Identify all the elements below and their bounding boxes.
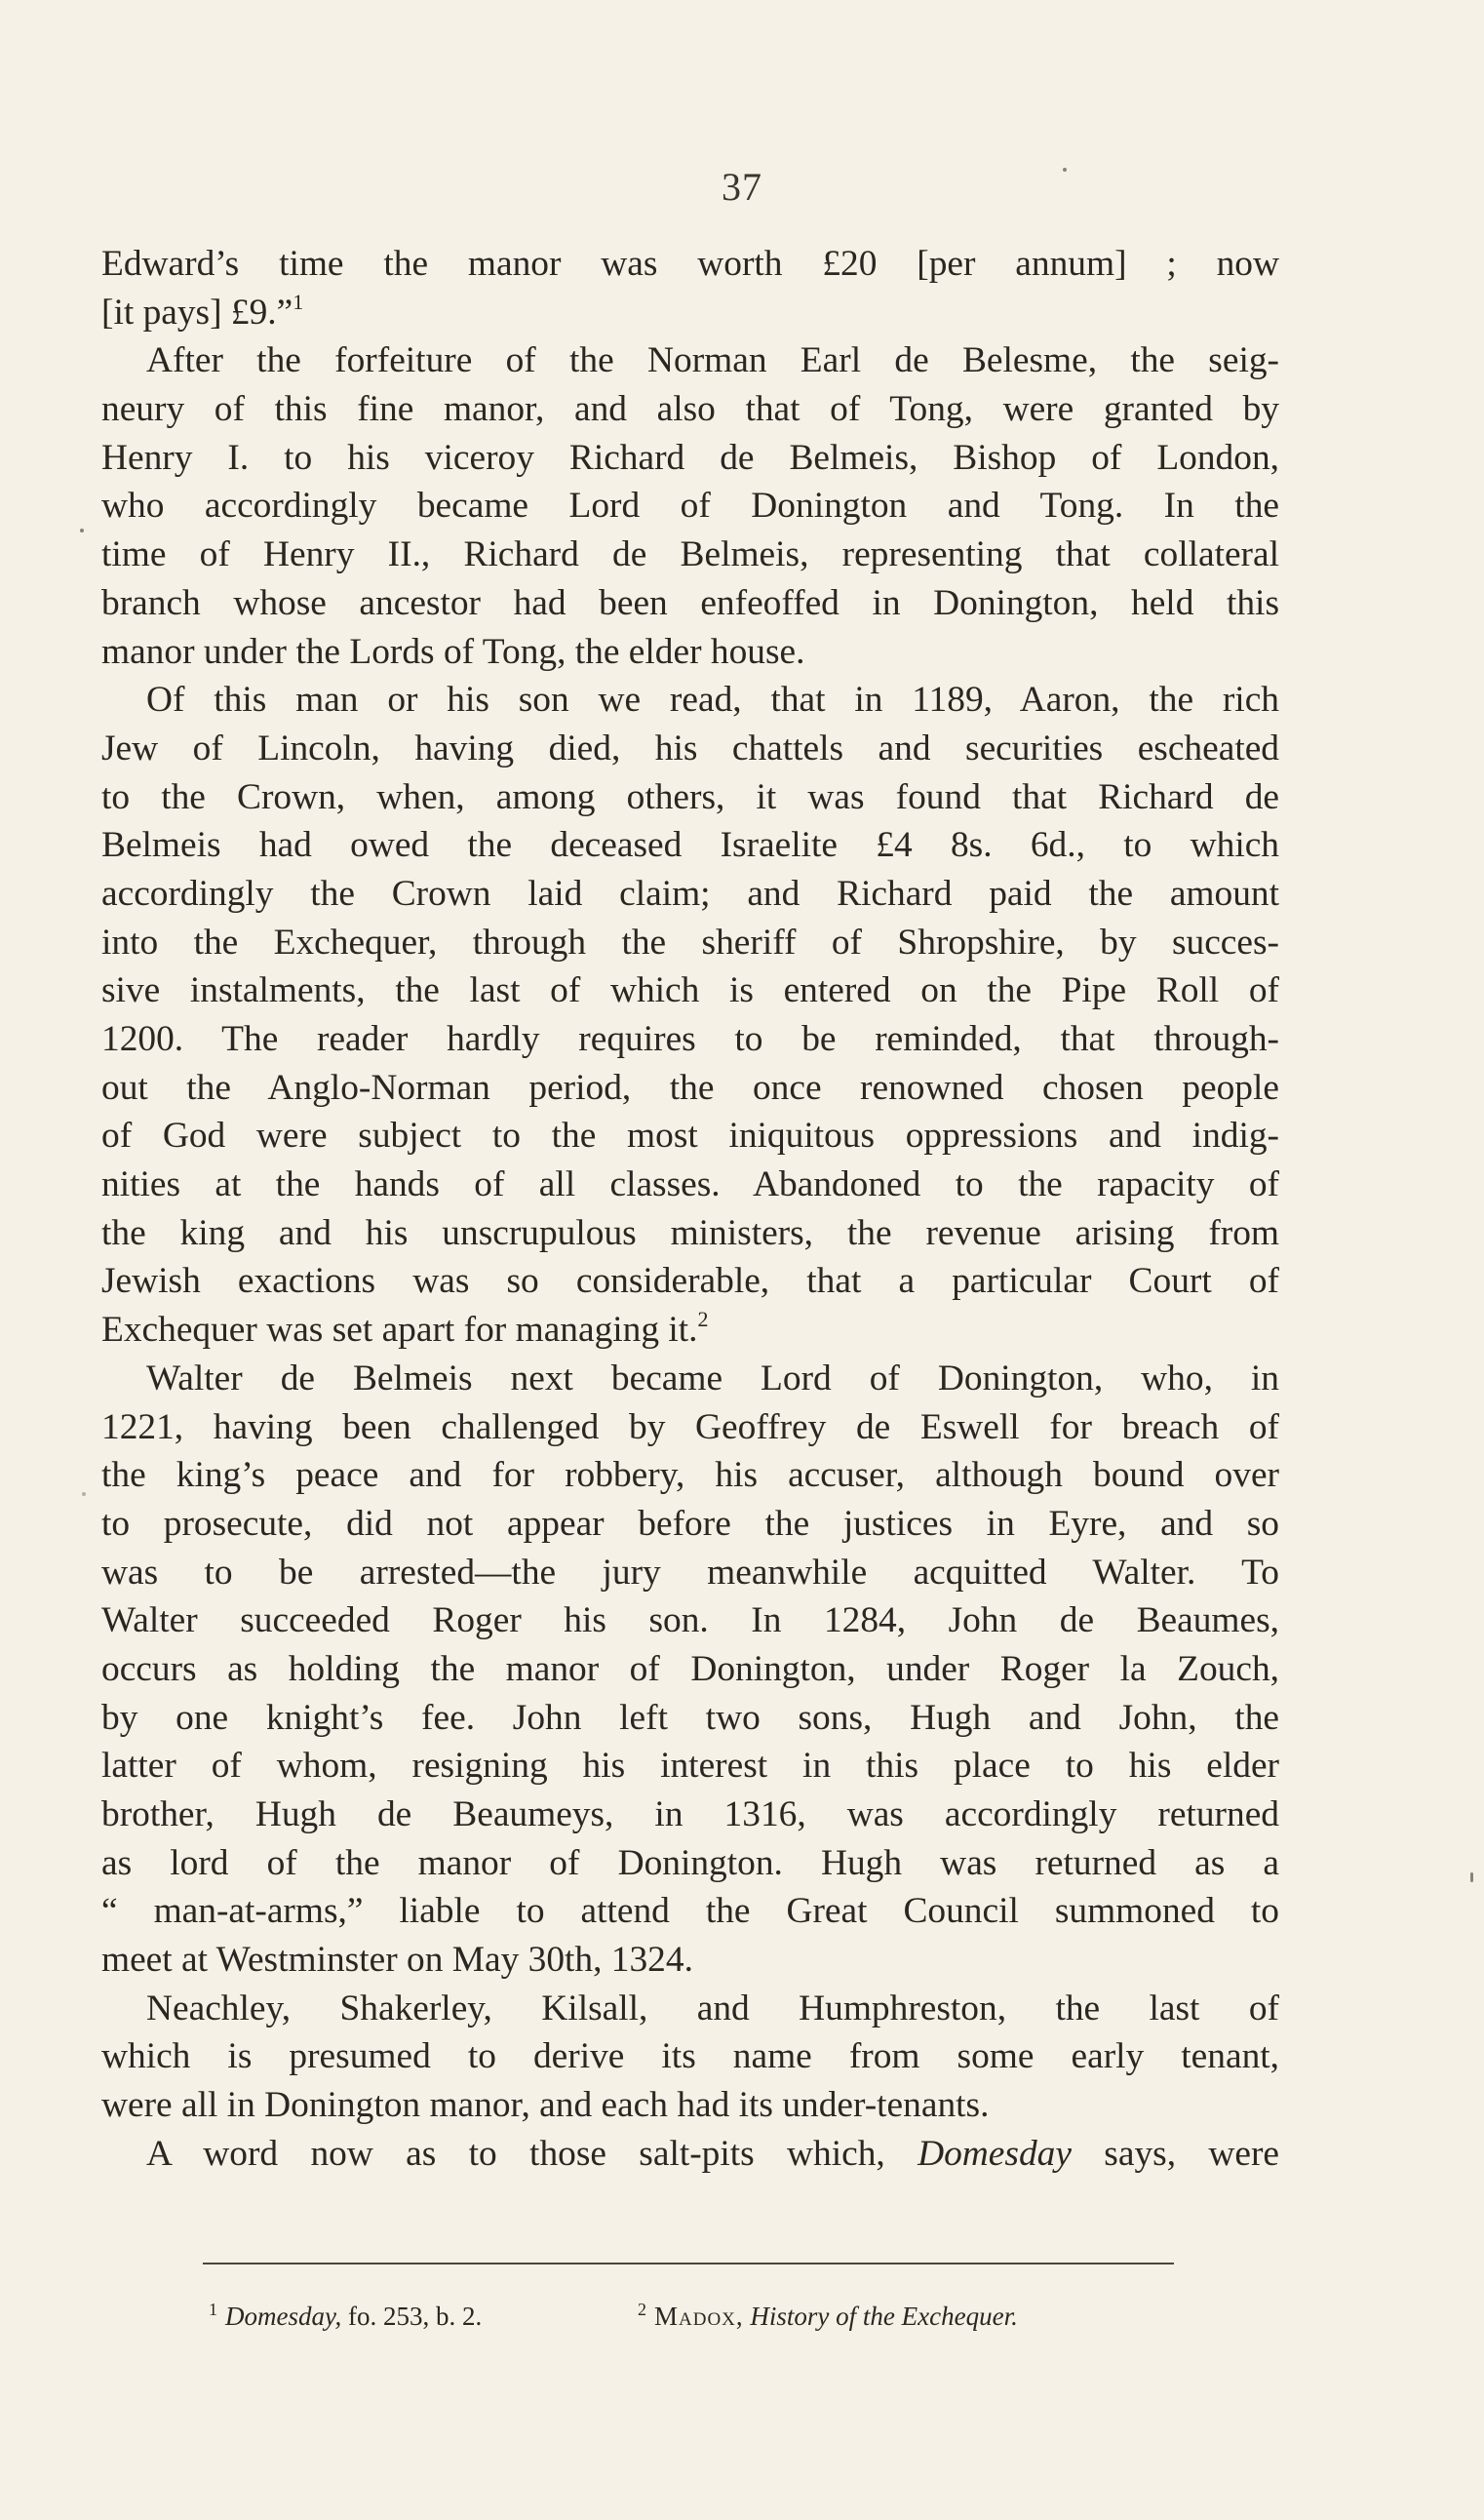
text-line: 1221, having been challenged by Geoffrey de Eswell for breach of — [101, 1406, 1279, 1447]
paper-speck — [82, 1492, 86, 1496]
text-line: manor under the Lords of Tong, the elder house. — [101, 631, 805, 672]
text-line: time of Henry II., Richard de Belmeis, representing that collateral — [101, 534, 1279, 575]
footnote-2-marker: 2 — [638, 2300, 646, 2319]
paragraph-start-line: Of this man or his son we read, that in 1189, Aaron, the rich — [146, 680, 1279, 721]
text-line: the king’s peace and for robbery, his accuser, although bound over — [101, 1455, 1279, 1496]
text-line: by one knight’s fee. John left two sons, Hugh and John, the — [101, 1697, 1279, 1738]
text-line: to prosecute, did not appear before the justices in Eyre, and so — [101, 1503, 1279, 1544]
text-line: brother, Hugh de Beaumeys, in 1316, was accordingly returned — [101, 1794, 1279, 1834]
text-line — [101, 1306, 1279, 1355]
text-line: Jew of Lincoln, having died, his chattels and securities escheated — [101, 728, 1279, 768]
text-line: 1200. The reader hardly requires to be reminded, that through- — [101, 1019, 1279, 1059]
text-line: nities at the hands of all classes. Abandoned to the rapacity of — [101, 1164, 1279, 1205]
text-line: who accordingly became Lord of Donington and Tong. In the — [101, 486, 1279, 527]
footnote-marker-1: 1 — [293, 289, 304, 314]
footnote-marker-2: 2 — [697, 1307, 709, 1332]
paper-speck — [80, 529, 84, 532]
text-line: sive instalments, the last of which is entered on the Pipe Roll of — [101, 970, 1279, 1011]
text-line-content: Exchequer was set apart for managing it. — [101, 1310, 698, 1351]
text-line: Edward’s time the manor was worth £20 [per annum] ; now — [101, 244, 1279, 284]
text-line: to the Crown, when, among others, it was found that Richard de — [101, 776, 1279, 817]
text-line: Belmeis had owed the deceased Israelite £4 8s. 6d., to which — [101, 825, 1279, 866]
text-line: Jewish exactions was so considerable, that a particular Court of — [101, 1261, 1279, 1302]
text-line: “ man-at-arms,” liable to attend the Great Council summoned to — [101, 1891, 1279, 1932]
footnote-1-marker: 1 — [209, 2300, 217, 2319]
page-number: 37 — [722, 165, 762, 209]
paragraph-start-line: Neachley, Shakerley, Kilsall, and Humphreston, the last of — [146, 1988, 1279, 2028]
paragraph-start-line: After the forfeiture of the Norman Earl de Belesme, the seig- — [146, 340, 1279, 381]
text-line: out the Anglo-Norman period, the once renowned chosen people — [101, 1067, 1279, 1108]
text-line — [101, 289, 1279, 337]
text-line: neury of this fine manor, and also that of Tong, were granted by — [101, 389, 1279, 430]
domesday-title: Domesday — [918, 2133, 1072, 2174]
paper-speck — [1470, 1872, 1473, 1882]
text-line: Walter succeeded Roger his son. In 1284, John de Beaumes, — [101, 1600, 1279, 1641]
text-line: branch whose ancestor had been enfeoffed in Donington, held this — [101, 582, 1279, 623]
text-line: the king and his unscrupulous ministers, the revenue arising from — [101, 1212, 1279, 1253]
text-line: occurs as holding the manor of Donington, under Roger la Zouch, — [101, 1648, 1279, 1689]
paper-speck — [1063, 168, 1067, 172]
text-line: Henry I. to his viceroy Richard de Belmeis, Bishop of London, — [101, 437, 1279, 478]
text-line-content: says, were — [1104, 2133, 1280, 2174]
footnote-1-source: Domesday, — [225, 2302, 342, 2331]
footnote-2-author: Madox, — [654, 2302, 744, 2331]
text-line: latter of whom, resigning his interest in this place to his elder — [101, 1746, 1279, 1787]
body-text — [101, 240, 1279, 2179]
footnote-1-ref: fo. 253, b. 2. — [347, 2302, 483, 2331]
paragraph-start-line: Walter de Belmeis next became Lord of Donington, who, in — [146, 1358, 1279, 1398]
text-line-content: [it pays] £9.” — [101, 292, 293, 333]
footnote-2 — [638, 2300, 1018, 2333]
text-line: as lord of the manor of Donington. Hugh was returned as a — [101, 1842, 1279, 1883]
text-line: accordingly the Crown laid claim; and Richard paid the amount — [101, 873, 1279, 914]
text-line: of God were subject to the most iniquitous oppressions and indig- — [101, 1116, 1279, 1157]
text-line-content: A word now as to those salt-pits which, — [146, 2133, 885, 2174]
text-line: into the Exchequer, through the sheriff of Shropshire, by succes- — [101, 922, 1279, 963]
footnote-rule — [203, 2263, 1174, 2264]
footnote-1 — [209, 2300, 482, 2333]
paragraph-start-line — [101, 2130, 1279, 2179]
text-line: which is presumed to derive its name from some early tenant, — [101, 2036, 1279, 2077]
text-line: were all in Donington manor, and each had its under-tenants. — [101, 2085, 990, 2126]
footnote-2-title: History of the Exchequer. — [750, 2302, 1018, 2331]
text-line: was to be arrested—the jury meanwhile acquitted Walter. To — [101, 1552, 1279, 1593]
text-line: meet at Westminster on May 30th, 1324. — [101, 1940, 693, 1981]
